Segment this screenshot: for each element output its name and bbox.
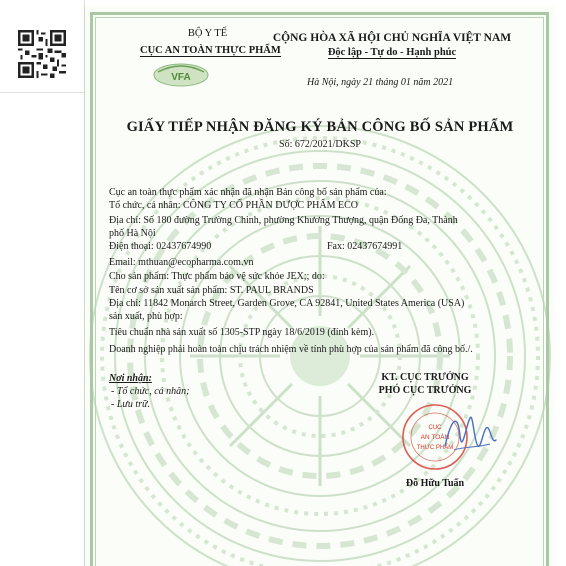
seal-text-top: CỤC — [428, 425, 442, 431]
signer-kt: KT. CỤC TRƯỞNG — [381, 372, 469, 383]
organization-address-cont: phố Hà Nội — [109, 228, 156, 239]
organization-address: Địa chỉ: Số 180 đường Trường Chinh, phường Khương Thượng, quận Đống Đa, Thành — [109, 215, 458, 226]
phone: Điện thoại: 02437674990 — [109, 241, 212, 252]
recipients-heading: Nơi nhận: — [109, 373, 152, 384]
certificate-document — [84, 6, 555, 566]
manufacturer-address-cont: sản xuất, phù hợp: — [109, 311, 183, 322]
republic-name: CỘNG HÒA XÃ HỘI CHỦ NGHĨA VIỆT NAM — [272, 32, 512, 44]
handwritten-signature-icon — [440, 406, 500, 461]
email: Email: mthuan@ecopharma.com.vn — [109, 257, 254, 268]
ministry-name: BỘ Y TẾ — [187, 28, 228, 39]
recipient-item: - Tổ chức, cá nhân; — [111, 386, 190, 397]
product: Cho sản phẩm: Thực phẩm bảo vệ sức khỏe JEX;; do: — [109, 271, 325, 282]
national-motto: Độc lập - Tự do - Hạnh phúc — [327, 47, 457, 58]
department-name: CỤC AN TOÀN THỰC PHẨM — [140, 45, 281, 56]
fax: Fax: 02437674991 — [327, 241, 403, 252]
recipient-item: - Lưu trữ. — [111, 399, 150, 410]
manufacturer-address: Địa chỉ: 11842 Monarch Street, Garden Grove, CA 92841, United States America (USA) — [109, 298, 465, 309]
responsibility: Doanh nghiệp phải hoàn toàn chịu trách nhiệm về tính phù hợp của sản phẩm đã công bố./. — [109, 344, 473, 355]
intro-text: Cục an toàn thực phẩm xác nhận đã nhận Bản công bố sản phẩm của: — [109, 187, 387, 198]
signer-name: Đỗ Hữu Tuấn — [405, 478, 465, 489]
issue-date: Hà Nội, ngày 21 tháng 01 năm 2021 — [307, 77, 454, 88]
qr-code-icon — [18, 30, 66, 78]
standard: Tiêu chuẩn nhà sản xuất số 1305-STP ngày 18/6/2019 (đính kèm). — [109, 327, 375, 338]
organization: Tổ chức, cá nhân: CÔNG TY CỔ PHẦN DƯỢC PHẨM ECO — [109, 200, 358, 211]
document-number: Số: 672/2021/DKSP — [279, 139, 361, 150]
qr-panel — [0, 0, 85, 93]
seal-text-mid: AN TOÀN — [420, 434, 450, 441]
manufacturer: Tên cơ sở sản xuất sản phẩm: ST. PAUL BRANDS — [109, 285, 314, 296]
document-title: GIẤY TIẾP NHẬN ĐĂNG KÝ BẢN CÔNG BỐ SẢN PHẨM — [126, 119, 514, 135]
seal-text-bottom: THỰC PHẨM — [416, 445, 454, 451]
logo-text: VFA — [171, 72, 191, 83]
signer-position: PHÓ CỤC TRƯỞNG — [378, 385, 472, 396]
vfa-logo-icon — [150, 58, 212, 88]
